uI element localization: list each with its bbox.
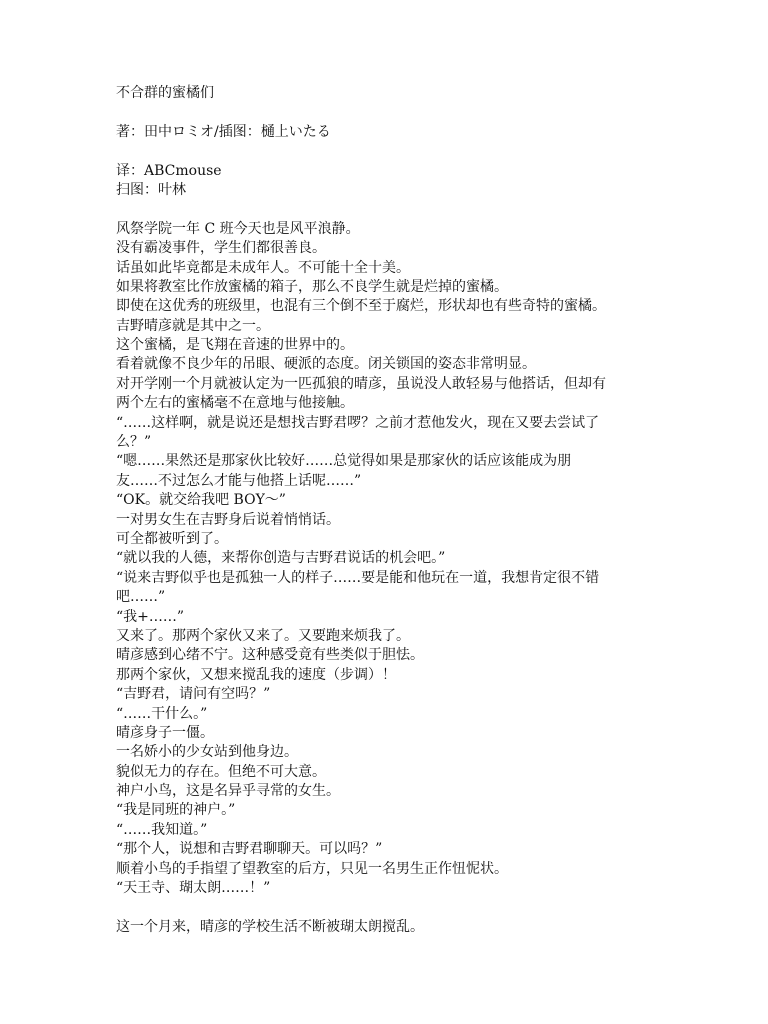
scanner-credit: 扫图：叶林 xyxy=(116,181,186,198)
spacer xyxy=(116,103,656,122)
document-title: 不合群的蜜橘们 xyxy=(116,85,214,101)
author-credit: 著：田中ロミオ/插图：樋上いたる xyxy=(116,123,331,140)
body-line: 晴彦感到心绪不宁。这种感受竟有些类似于胆怯。 xyxy=(116,647,424,664)
spacer xyxy=(116,898,656,917)
body-line: “……我知道。” xyxy=(116,821,208,838)
body-line: 两个左右的蜜橘毫不在意地与他接触。 xyxy=(116,395,354,412)
translator-credit: 译：ABCmouse xyxy=(116,162,222,179)
body-line: 如果将教室比作放蜜橘的箱子，那么不良学生就是烂掉的蜜橘。 xyxy=(116,278,508,295)
body-line: “说来吉野似乎也是孤独一人的样子……要是能和他玩在一道，我想肯定很不错 xyxy=(116,569,600,586)
body-line: “那个人，说想和吉野君聊聊天。可以吗？” xyxy=(116,841,383,858)
body-line: “嗯……果然还是那家伙比较好……总觉得如果是那家伙的话应该能成为朋 xyxy=(116,453,572,470)
body-line: 对开学刚一个月就被认定为一匹孤狼的晴彦，虽说没人敢轻易与他搭话，但却有 xyxy=(116,375,606,392)
body-line: 貌似无力的存在。但绝不可大意。 xyxy=(116,763,326,780)
body-line: 可全都被听到了。 xyxy=(116,530,228,547)
body-line: 风祭学院一年 C 班今天也是风平浪静。 xyxy=(116,220,360,237)
body-line: “我+……” xyxy=(116,608,185,625)
body-line: 神户小鸟，这是名异乎寻常的女生。 xyxy=(116,783,340,800)
story-body xyxy=(116,220,656,899)
body-line: 一名娇小的少女站到他身边。 xyxy=(116,744,298,761)
body-line: 这个蜜橘，是飞翔在音速的世界中的。 xyxy=(116,337,354,354)
body-line: 么？” xyxy=(116,434,152,451)
body-line: 即使在这优秀的班级里，也混有三个倒不至于腐烂，形状却也有些奇特的蜜橘。 xyxy=(116,298,606,315)
body-line: 看着就像不良少年的吊眼、硬派的态度。闭关锁国的姿态非常明显。 xyxy=(116,356,536,373)
body-line: 那两个家伙，又想来搅乱我的速度（步调）！ xyxy=(116,666,396,683)
closing-line: 这一个月来，晴彦的学校生活不断被瑚太朗搅乱。 xyxy=(116,918,424,935)
body-line: “天王寺、瑚太朗……！” xyxy=(116,880,271,897)
body-line: “我是同班的神户。” xyxy=(116,802,236,819)
body-line: “就以我的人德，来帮你创造与吉野君说话的机会吧。” xyxy=(116,550,446,567)
body-line: 又来了。那两个家伙又来了。又要跑来烦我了。 xyxy=(116,627,410,644)
body-line: 没有霸凌事件，学生们都很善良。 xyxy=(116,240,326,257)
body-line: 话虽如此毕竟都是未成年人。不可能十全十美。 xyxy=(116,259,410,276)
body-line: 一对男女生在吉野身后说着悄悄话。 xyxy=(116,511,340,528)
spacer xyxy=(116,200,656,219)
body-line: 友……不过怎么才能与他搭上话呢……” xyxy=(116,472,362,489)
body-line: 顺着小鸟的手指望了望教室的后方，只见一名男生正作忸怩状。 xyxy=(116,860,508,877)
spacer xyxy=(116,142,656,161)
document-page xyxy=(116,84,656,937)
body-line: “……干什么。” xyxy=(116,705,208,722)
body-line: “吉野君，请问有空吗？” xyxy=(116,686,271,703)
body-line: 吉野晴彦就是其中之一。 xyxy=(116,317,270,334)
body-line: 吧……” xyxy=(116,589,166,606)
body-line: “OK。就交给我吧 BOY～” xyxy=(116,492,286,509)
body-line: 晴彦身子一僵。 xyxy=(116,724,214,741)
body-line: “……这样啊，就是说还是想找吉野君啰？之前才惹他发火，现在又要去尝试了 xyxy=(116,414,600,431)
